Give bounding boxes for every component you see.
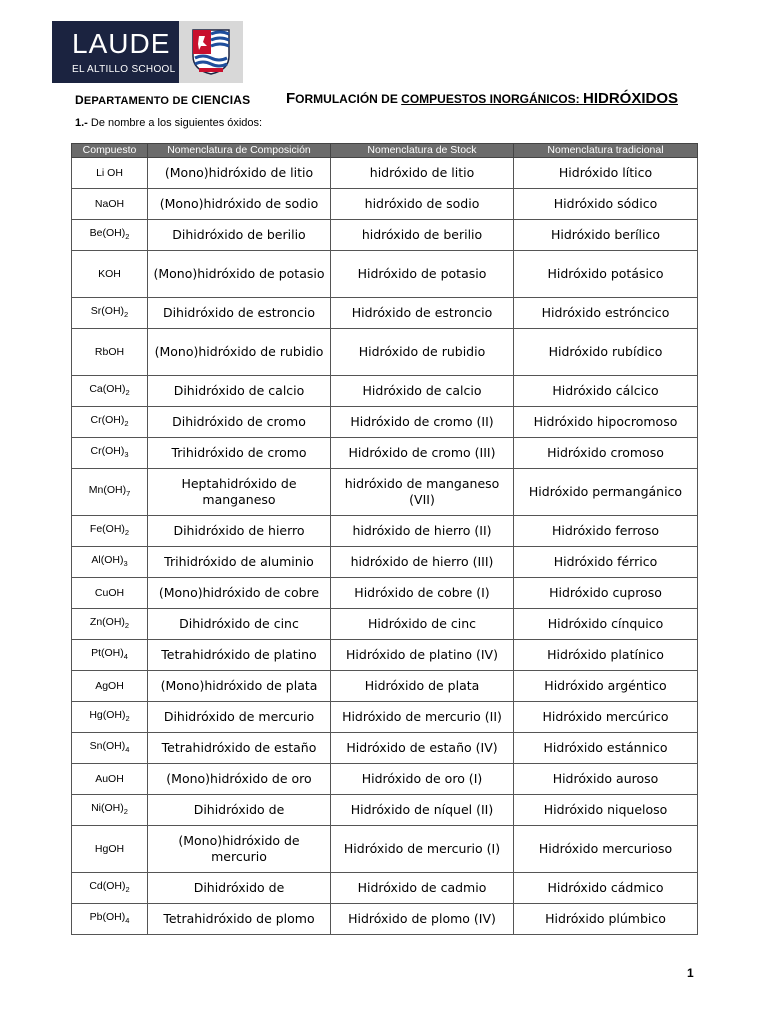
cell-composicion: Tetrahidróxido de plomo bbox=[148, 904, 331, 935]
cell-tradicional: Hidróxido cuproso bbox=[514, 578, 698, 609]
table-row bbox=[72, 764, 698, 795]
cell-stock: Hidróxido de cromo (II) bbox=[331, 407, 514, 438]
cell-composicion: (Mono)hidróxido de litio bbox=[148, 158, 331, 189]
formula-text: Al(OH) bbox=[91, 553, 124, 566]
formula-text: KOH bbox=[98, 268, 121, 280]
table-header-row bbox=[72, 144, 698, 158]
cell-stock: hidróxido de litio bbox=[331, 158, 514, 189]
cell-tradicional: Hidróxido plúmbico bbox=[514, 904, 698, 935]
table-row bbox=[72, 826, 698, 873]
formula-text: Hg(OH) bbox=[89, 708, 126, 721]
title-underlined: COMPUESTOS INORGÁNICOS bbox=[401, 92, 576, 106]
cell-stock: Hidróxido de cadmio bbox=[331, 873, 514, 904]
table-row bbox=[72, 609, 698, 640]
header-tradicional: Nomenclatura tradicional bbox=[514, 144, 698, 158]
cell-composicion: (Mono)hidróxido de rubidio bbox=[148, 329, 331, 376]
cell-formula bbox=[72, 795, 148, 826]
cell-composicion: Dihidróxido de mercurio bbox=[148, 702, 331, 733]
cell-composicion: (Mono)hidróxido de potasio bbox=[148, 251, 331, 298]
formula-subscript: 2 bbox=[125, 232, 130, 242]
cell-composicion: Dihidróxido de cromo bbox=[148, 407, 331, 438]
cell-composicion: (Mono)hidróxido de oro bbox=[148, 764, 331, 795]
cell-formula bbox=[72, 640, 148, 671]
formula-text: Be(OH) bbox=[89, 226, 126, 239]
cell-tradicional: Hidróxido rubídico bbox=[514, 329, 698, 376]
formula-subscript: 2 bbox=[124, 621, 130, 631]
cell-stock: Hidróxido de mercurio (II) bbox=[331, 702, 514, 733]
formula-text: Ca(OH) bbox=[89, 382, 126, 395]
cell-tradicional: Hidróxido cálcico bbox=[514, 376, 698, 407]
logo-name: LAUDE bbox=[72, 27, 171, 59]
cell-composicion: Dihidróxido de bbox=[148, 795, 331, 826]
cell-stock: Hidróxido de cinc bbox=[331, 609, 514, 640]
cell-composicion: Trihidróxido de aluminio bbox=[148, 547, 331, 578]
table-row bbox=[72, 251, 698, 298]
cell-formula bbox=[72, 671, 148, 702]
cell-tradicional: Hidróxido platínico bbox=[514, 640, 698, 671]
table-row bbox=[72, 516, 698, 547]
cell-tradicional: Hidróxido estánnico bbox=[514, 733, 698, 764]
table-row bbox=[72, 547, 698, 578]
cell-stock: Hidróxido de plomo (IV) bbox=[331, 904, 514, 935]
table-row bbox=[72, 329, 698, 376]
title-initial: F bbox=[286, 90, 296, 107]
formula-subscript: 2 bbox=[125, 714, 130, 724]
dept-subject: CIENCIAS bbox=[191, 93, 251, 107]
formula-text: Cd(OH) bbox=[89, 879, 126, 892]
cell-formula bbox=[72, 298, 148, 329]
cell-stock: Hidróxido de plata bbox=[331, 671, 514, 702]
page-number: 1 bbox=[687, 966, 694, 980]
table-row bbox=[72, 220, 698, 251]
formula-text: NaOH bbox=[94, 198, 125, 210]
cell-formula bbox=[72, 516, 148, 547]
formula-text: Pt(OH) bbox=[91, 646, 124, 659]
formula-text: CuOH bbox=[94, 587, 125, 599]
table-row bbox=[72, 795, 698, 826]
cell-formula bbox=[72, 376, 148, 407]
cell-tradicional: Hidróxido cádmico bbox=[514, 873, 698, 904]
cell-tradicional: Hidróxido auroso bbox=[514, 764, 698, 795]
table-row bbox=[72, 702, 698, 733]
exercise-instruction bbox=[75, 117, 262, 129]
formula-text: Fe(OH) bbox=[89, 522, 125, 535]
formula-text: Sn(OH) bbox=[89, 739, 126, 752]
title-rest: ORMULACIÓN DE bbox=[295, 92, 402, 106]
table-row bbox=[72, 733, 698, 764]
cell-stock: Hidróxido de estroncio bbox=[331, 298, 514, 329]
formula-subscript: 2 bbox=[125, 885, 130, 895]
cell-formula bbox=[72, 578, 148, 609]
formula-subscript: 2 bbox=[124, 419, 129, 429]
cell-formula bbox=[72, 873, 148, 904]
cell-tradicional: Hidróxido hipocromoso bbox=[514, 407, 698, 438]
dept-initial: D bbox=[75, 93, 84, 107]
cell-stock: Hidróxido de calcio bbox=[331, 376, 514, 407]
cell-stock: Hidróxido de cromo (III) bbox=[331, 438, 514, 469]
table-row bbox=[72, 873, 698, 904]
cell-formula bbox=[72, 764, 148, 795]
formula-subscript: 2 bbox=[124, 310, 129, 320]
cell-composicion: Heptahidróxido de manganeso bbox=[148, 469, 331, 516]
cell-composicion: Tetrahidróxido de platino bbox=[148, 640, 331, 671]
cell-composicion: Dihidróxido de calcio bbox=[148, 376, 331, 407]
cell-stock: hidróxido de hierro (II) bbox=[331, 516, 514, 547]
table-row bbox=[72, 469, 698, 516]
table-row bbox=[72, 376, 698, 407]
cell-tradicional: Hidróxido berílico bbox=[514, 220, 698, 251]
cell-tradicional: Hidróxido potásico bbox=[514, 251, 698, 298]
cell-composicion: Dihidróxido de bbox=[148, 873, 331, 904]
cell-stock: Hidróxido de cobre (I) bbox=[331, 578, 514, 609]
formula-text: HgOH bbox=[94, 843, 125, 855]
table-row bbox=[72, 578, 698, 609]
school-logo bbox=[52, 21, 243, 83]
cell-stock: Hidróxido de mercurio (I) bbox=[331, 826, 514, 873]
exercise-number: 1.- bbox=[75, 117, 88, 129]
table-row bbox=[72, 640, 698, 671]
formula-text: Mn(OH) bbox=[88, 483, 127, 496]
cell-tradicional: Hidróxido estróncico bbox=[514, 298, 698, 329]
cell-tradicional: Hidróxido cínquico bbox=[514, 609, 698, 640]
cell-formula bbox=[72, 189, 148, 220]
formula-subscript: 4 bbox=[123, 652, 128, 662]
exercise-text: De nombre a los siguientes óxidos: bbox=[87, 117, 263, 129]
cell-formula bbox=[72, 609, 148, 640]
table-row bbox=[72, 438, 698, 469]
cell-stock: hidróxido de sodio bbox=[331, 189, 514, 220]
cell-composicion: (Mono)hidróxido de cobre bbox=[148, 578, 331, 609]
cell-tradicional: Hidróxido férrico bbox=[514, 547, 698, 578]
cell-stock: Hidróxido de oro (I) bbox=[331, 764, 514, 795]
cell-stock: Hidróxido de rubidio bbox=[331, 329, 514, 376]
cell-tradicional: Hidróxido permangánico bbox=[514, 469, 698, 516]
header-stock: Nomenclatura de Stock bbox=[331, 144, 514, 158]
table-row bbox=[72, 189, 698, 220]
cell-tradicional: Hidróxido niqueloso bbox=[514, 795, 698, 826]
cell-stock: hidróxido de hierro (III) bbox=[331, 547, 514, 578]
cell-composicion: (Mono)hidróxido de mercurio bbox=[148, 826, 331, 873]
formula-text: Zn(OH) bbox=[89, 615, 125, 628]
formula-text: Li OH bbox=[96, 167, 123, 179]
department-label bbox=[75, 93, 250, 107]
cell-formula bbox=[72, 438, 148, 469]
header-composicion: Nomenclatura de Composición bbox=[148, 144, 331, 158]
cell-formula bbox=[72, 702, 148, 733]
formula-text: Pb(OH) bbox=[89, 910, 126, 923]
formula-subscript: 7 bbox=[126, 489, 131, 499]
formula-text: AgOH bbox=[95, 680, 124, 692]
formula-text: RbOH bbox=[94, 346, 125, 358]
title-main: HIDRÓXIDOS bbox=[582, 90, 678, 107]
cell-formula bbox=[72, 251, 148, 298]
table-body bbox=[72, 158, 698, 935]
cell-formula bbox=[72, 547, 148, 578]
table-row bbox=[72, 407, 698, 438]
table-row bbox=[72, 158, 698, 189]
cell-tradicional: Hidróxido lítico bbox=[514, 158, 698, 189]
cell-stock: Hidróxido de platino (IV) bbox=[331, 640, 514, 671]
cell-tradicional: Hidróxido ferroso bbox=[514, 516, 698, 547]
cell-composicion: Dihidróxido de cinc bbox=[148, 609, 331, 640]
formula-text: Sr(OH) bbox=[90, 304, 125, 317]
formula-subscript: 2 bbox=[125, 388, 130, 398]
cell-formula bbox=[72, 826, 148, 873]
cell-stock: Hidróxido de níquel (II) bbox=[331, 795, 514, 826]
cell-formula bbox=[72, 904, 148, 935]
school-crest-icon bbox=[179, 21, 243, 83]
table-row bbox=[72, 671, 698, 702]
logo-wordmark bbox=[52, 21, 179, 83]
cell-formula bbox=[72, 158, 148, 189]
cell-tradicional: Hidróxido cromoso bbox=[514, 438, 698, 469]
formula-subscript: 2 bbox=[123, 807, 128, 817]
cell-stock: hidróxido de manganeso (VII) bbox=[331, 469, 514, 516]
logo-school: EL ALTILLO SCHOOL bbox=[72, 63, 176, 75]
cell-stock: hidróxido de berilio bbox=[331, 220, 514, 251]
cell-composicion: (Mono)hidróxido de plata bbox=[148, 671, 331, 702]
header-compuesto: Compuesto bbox=[72, 144, 148, 158]
cell-formula bbox=[72, 220, 148, 251]
cell-formula bbox=[72, 407, 148, 438]
cell-tradicional: Hidróxido mercurioso bbox=[514, 826, 698, 873]
cell-tradicional: Hidróxido argéntico bbox=[514, 671, 698, 702]
dept-rest: EPARTAMENTO DE bbox=[83, 95, 192, 107]
title-separator: : bbox=[575, 92, 583, 106]
cell-formula bbox=[72, 469, 148, 516]
cell-stock: Hidróxido de potasio bbox=[331, 251, 514, 298]
page-title bbox=[286, 90, 678, 107]
formula-text: Cr(OH) bbox=[90, 413, 125, 426]
formula-subscript: 3 bbox=[123, 559, 128, 569]
formula-subscript: 4 bbox=[125, 916, 130, 926]
cell-composicion: Trihidróxido de cromo bbox=[148, 438, 331, 469]
formula-subscript: 4 bbox=[125, 745, 130, 755]
formula-subscript: 2 bbox=[124, 528, 130, 538]
formula-text: AuOH bbox=[95, 773, 124, 785]
cell-formula bbox=[72, 329, 148, 376]
cell-stock: Hidróxido de estaño (IV) bbox=[331, 733, 514, 764]
table-row bbox=[72, 298, 698, 329]
cell-tradicional: Hidróxido sódico bbox=[514, 189, 698, 220]
formula-subscript: 3 bbox=[124, 450, 129, 460]
cell-composicion: (Mono)hidróxido de sodio bbox=[148, 189, 331, 220]
cell-composicion: Dihidróxido de berilio bbox=[148, 220, 331, 251]
cell-formula bbox=[72, 733, 148, 764]
cell-composicion: Dihidróxido de hierro bbox=[148, 516, 331, 547]
cell-composicion: Dihidróxido de estroncio bbox=[148, 298, 331, 329]
cell-composicion: Tetrahidróxido de estaño bbox=[148, 733, 331, 764]
formula-text: Ni(OH) bbox=[91, 801, 124, 814]
formula-text: Cr(OH) bbox=[90, 444, 125, 457]
cell-tradicional: Hidróxido mercúrico bbox=[514, 702, 698, 733]
hydroxides-table bbox=[71, 143, 698, 935]
table-row bbox=[72, 904, 698, 935]
